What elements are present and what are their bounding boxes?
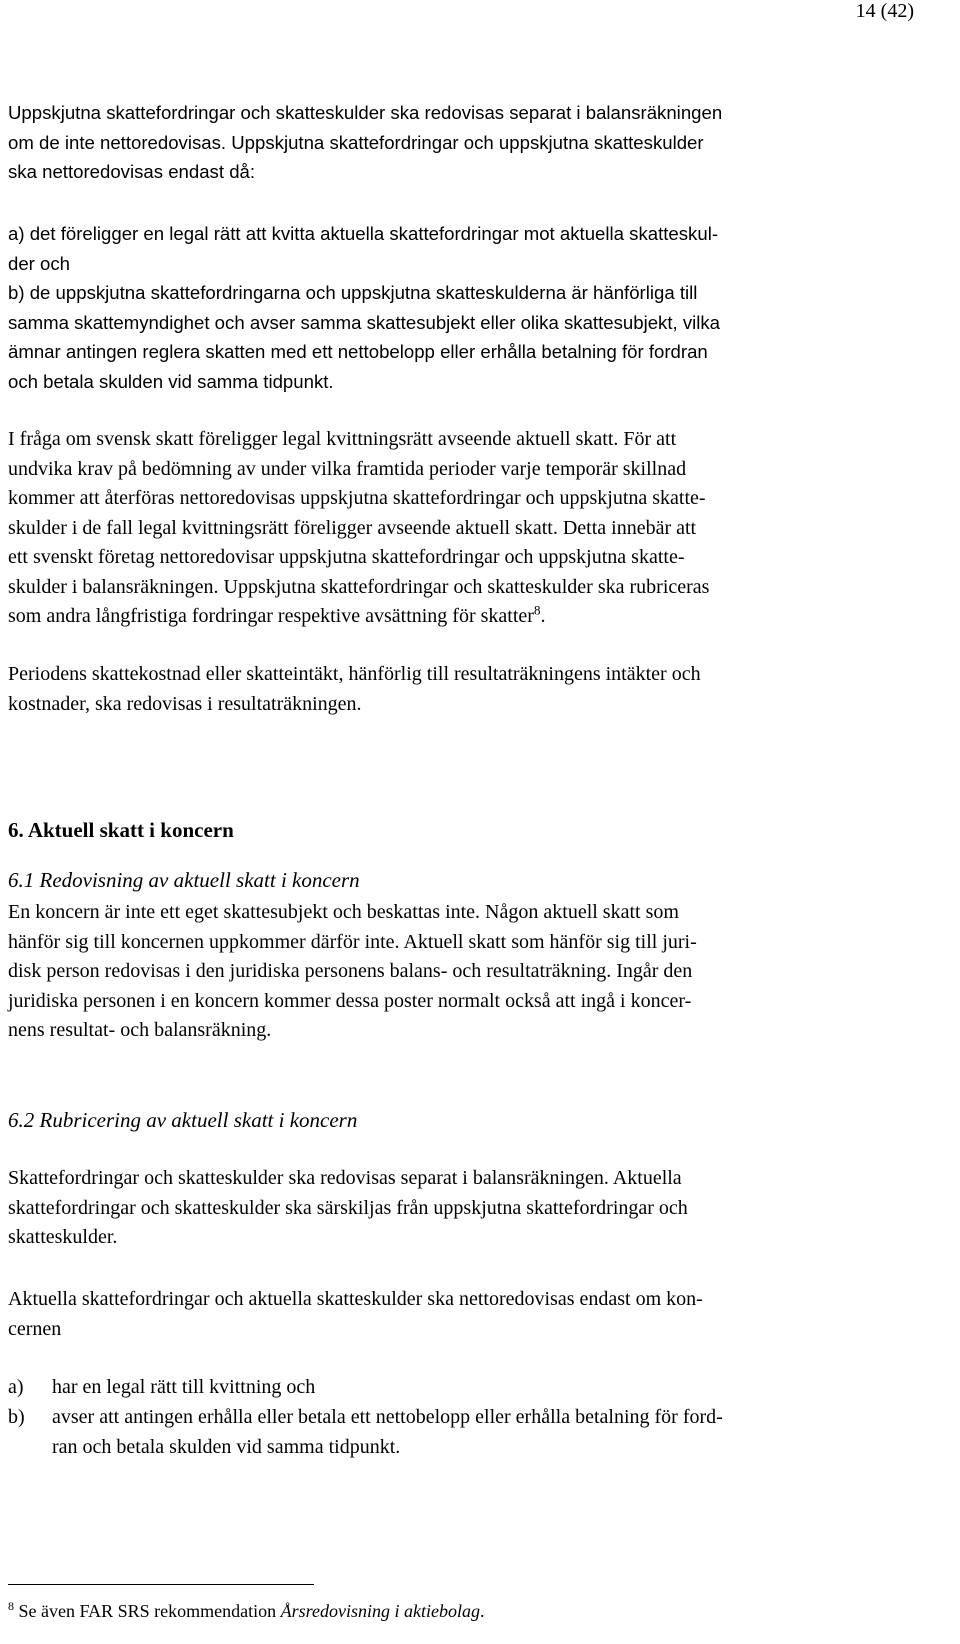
text-line: avser att antingen erhålla eller betala ett nettobelopp eller erhålla betalning för ford-	[52, 1406, 723, 1428]
text-line: nens resultat- och balansräkning.	[8, 1019, 272, 1041]
text-line: ämnar antingen reglera skatten med ett nettobelopp eller erhålla betalning för fordran	[8, 341, 708, 362]
footnote-end: .	[479, 1601, 485, 1621]
text-line: En koncern är inte ett eget skattesubjekt och beskattas inte. Någon aktuell skatt som	[8, 901, 679, 923]
text-line: samma skattemyndighet och avser samma skattesubjekt eller olika skattesubjekt, vilka	[8, 311, 721, 333]
section-heading-6: 6. Aktuell skatt i koncern	[8, 818, 234, 842]
footnote	[8, 1601, 484, 1621]
section-heading-6-2: 6.2 Rubricering av aktuell skatt i koncern	[8, 1108, 358, 1132]
footnote-title: Årsredovisning i aktiebolag	[280, 1601, 480, 1621]
text-line: skulder i de fall legal kvittningsrätt föreligger avseende aktuell skatt. Detta innebär att	[8, 516, 697, 539]
footnote-number: 8	[8, 1599, 14, 1613]
section-heading-6-1: 6.1 Redovisning av aktuell skatt i koncern	[8, 868, 360, 892]
text-line: undvika krav på bedömning av under vilka framtida perioder varje temporär skillnad	[8, 457, 687, 480]
paragraph-netting-condition	[8, 1285, 938, 1344]
text-line: Aktuella skattefordringar och aktuella skatteskulder ska nettoredovisas endast om kon-	[8, 1288, 703, 1310]
list-marker: b)	[8, 1406, 25, 1428]
text-line: kostnader, ska redovisas i resultaträkningen.	[8, 692, 362, 715]
text-line: a) det föreligger en legal rätt att kvitta aktuella skattefordringar mot aktuella skatteskul-	[8, 223, 719, 244]
text-line: och betala skulden vid samma tidpunkt.	[8, 370, 334, 392]
paragraph-classification	[8, 1164, 938, 1253]
text-fragment: som andra långfristiga fordringar respektive avsättning för skatter	[8, 605, 534, 627]
footnote-text: Se även FAR SRS rekommendation	[14, 1601, 281, 1621]
text-line: har en legal rätt till kvittning och	[52, 1376, 316, 1398]
text-line: Periodens skattekostnad eller skatteintäkt, hänförlig till resultaträkningens intäkter och	[8, 663, 701, 685]
footnote-divider	[8, 1584, 314, 1585]
list-text	[52, 1403, 723, 1462]
text-line: ran och betala skulden vid samma tidpunkt.	[52, 1435, 401, 1458]
text-fragment: .	[540, 605, 546, 627]
page-number: 14 (42)	[855, 0, 914, 22]
text-line: om de inte nettoredovisas. Uppskjutna skattefordringar och uppskjutna skatteskulder	[8, 131, 704, 153]
text-line: I fråga om svensk skatt föreligger legal kvittningsrätt avseende aktuell skatt. För att	[8, 428, 677, 450]
text-line: hänför sig till koncernen uppkommer därför inte. Aktuell skatt som hänför sig till juri-	[8, 930, 697, 953]
paragraph-deferred-tax-separation	[8, 98, 938, 187]
text-line	[8, 602, 938, 632]
text-line: skattefordringar och skatteskulder ska särskiljas från uppskjutna skattefordringar och	[8, 1196, 688, 1219]
text-line: Uppskjutna skattefordringar och skatteskulder ska redovisas separat i balansräkningen	[8, 102, 723, 123]
text-line: Skattefordringar och skatteskulder ska redovisas separat i balansräkningen. Aktuella	[8, 1167, 682, 1189]
text-line: juridiska personen i en koncern kommer dessa poster normalt också att ingå i koncer-	[8, 989, 692, 1012]
text-line: cernen	[8, 1317, 62, 1340]
text-line: skulder i balansräkningen. Uppskjutna skattefordringar och skatteskulder ska rubriceras	[8, 575, 710, 598]
paragraph-period-tax-cost	[8, 660, 938, 719]
footnote-reference: 8	[533, 602, 541, 618]
paragraph-swedish-tax-netting	[8, 425, 938, 632]
text-line: b) de uppskjutna skattefordringarna och uppskjutna skatteskulderna är hänförliga till	[8, 282, 698, 303]
text-line: disk person redovisas i den juridiska personens balans- och resultaträkning. Ingår den	[8, 960, 693, 982]
list-marker: a)	[8, 1376, 24, 1398]
list-item	[8, 1403, 938, 1463]
text-line: ska nettoredovisas endast då:	[8, 161, 256, 182]
text-line: der och	[8, 252, 71, 274]
text-line: ett svenskt företag nettoredovisar uppskjutna skattefordringar och uppskjutna skatte-	[8, 546, 685, 568]
list-text	[52, 1373, 315, 1403]
text-line: kommer att återföras nettoredovisas uppskjutna skattefordringar och uppskjutna skatte-	[8, 487, 706, 509]
list-item	[8, 1373, 938, 1403]
paragraph-netting-conditions	[8, 219, 938, 396]
text-line: skatteskulder.	[8, 1226, 118, 1248]
paragraph-group-current-tax	[8, 898, 938, 1046]
